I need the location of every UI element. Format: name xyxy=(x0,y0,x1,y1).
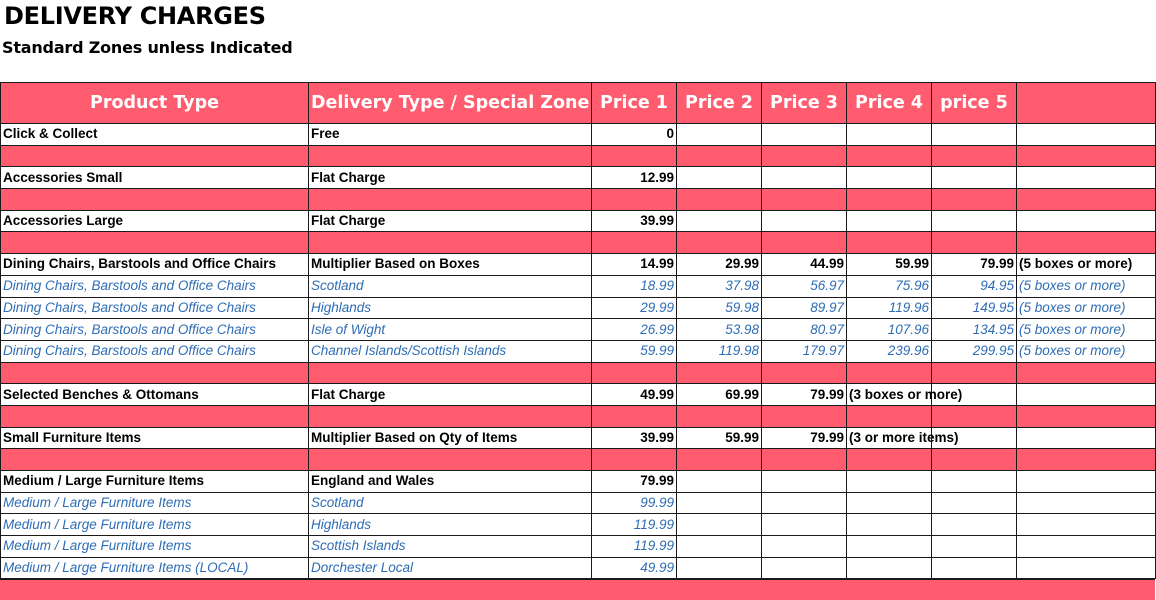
separator-cell xyxy=(592,405,677,427)
separator-cell xyxy=(932,362,1017,384)
separator-cell xyxy=(1,232,309,254)
product-cell: Dining Chairs, Barstools and Office Chairs xyxy=(1,319,309,341)
product-cell: Dining Chairs, Barstools and Office Chairs xyxy=(1,254,309,276)
header-product-type: Product Type xyxy=(1,83,309,124)
note-cell xyxy=(1017,557,1156,579)
header-price-5: price 5 xyxy=(932,83,1017,124)
price-4-cell: 59.99 xyxy=(847,254,932,276)
price-4-cell: 119.96 xyxy=(847,297,932,319)
separator-cell xyxy=(677,189,762,211)
table-row xyxy=(1,340,1156,362)
note-cell xyxy=(1017,536,1156,558)
price-1-cell: 79.99 xyxy=(592,471,677,493)
price-2-cell xyxy=(677,167,762,189)
separator-row xyxy=(1,232,1156,254)
note-cell xyxy=(1017,384,1156,406)
price-3-cell: 79.99 xyxy=(762,427,847,449)
separator-cell xyxy=(1,405,309,427)
separator-cell xyxy=(847,232,932,254)
price-3-cell xyxy=(762,536,847,558)
separator-cell xyxy=(1017,189,1156,211)
product-cell: Medium / Large Furniture Items xyxy=(1,471,309,493)
header-notes xyxy=(1017,83,1156,124)
price-2-cell: 37.98 xyxy=(677,275,762,297)
delivery-cell: Flat Charge xyxy=(309,210,592,232)
delivery-cell: Multiplier Based on Boxes xyxy=(309,254,592,276)
price-5-cell xyxy=(932,167,1017,189)
separator-cell xyxy=(677,145,762,167)
note-cell xyxy=(1017,427,1156,449)
product-cell: Selected Benches & Ottomans xyxy=(1,384,309,406)
product-cell: Accessories Large xyxy=(1,210,309,232)
price-1-cell: 39.99 xyxy=(592,427,677,449)
price-2-cell: 53.98 xyxy=(677,319,762,341)
delivery-cell: England and Wales xyxy=(309,471,592,493)
price-3-cell xyxy=(762,557,847,579)
separator-cell xyxy=(1,189,309,211)
product-cell: Dining Chairs, Barstools and Office Chairs xyxy=(1,297,309,319)
note-cell xyxy=(1017,167,1156,189)
price-2-cell xyxy=(677,536,762,558)
product-cell: Click & Collect xyxy=(1,124,309,146)
price-3-cell xyxy=(762,124,847,146)
price-4-cell xyxy=(847,514,932,536)
price-3-cell: 79.99 xyxy=(762,384,847,406)
table-row xyxy=(1,254,1156,276)
separator-cell xyxy=(1,362,309,384)
price-4-cell: 239.96 xyxy=(847,340,932,362)
table-body xyxy=(1,124,1156,579)
separator-cell xyxy=(592,449,677,471)
separator-cell xyxy=(592,189,677,211)
price-3-cell: 44.99 xyxy=(762,254,847,276)
price-4-cell: 75.96 xyxy=(847,275,932,297)
price-2-cell xyxy=(677,471,762,493)
price-2-cell xyxy=(677,210,762,232)
delivery-cell: Flat Charge xyxy=(309,167,592,189)
separator-cell xyxy=(762,232,847,254)
price-1-cell: 59.99 xyxy=(592,340,677,362)
table-row xyxy=(1,124,1156,146)
price-1-cell: 99.99 xyxy=(592,492,677,514)
price-5-cell: 79.99 xyxy=(932,254,1017,276)
price-2-cell: 59.98 xyxy=(677,297,762,319)
price-1-cell: 49.99 xyxy=(592,384,677,406)
price-1-cell: 0 xyxy=(592,124,677,146)
page-subtitle: Standard Zones unless Indicated xyxy=(2,38,293,57)
separator-cell xyxy=(762,362,847,384)
price-5-cell xyxy=(932,514,1017,536)
price-1-cell: 26.99 xyxy=(592,319,677,341)
separator-cell xyxy=(1,449,309,471)
table-row xyxy=(1,471,1156,493)
separator-cell xyxy=(309,449,592,471)
separator-cell xyxy=(847,189,932,211)
table-row xyxy=(1,384,1156,406)
separator-cell xyxy=(1017,145,1156,167)
price-1-cell: 119.99 xyxy=(592,514,677,536)
price-5-cell xyxy=(932,492,1017,514)
separator-cell xyxy=(847,405,932,427)
price-4-cell: (3 boxes or more) xyxy=(847,384,932,406)
price-5-cell: 94.95 xyxy=(932,275,1017,297)
header-price-4: Price 4 xyxy=(847,83,932,124)
price-2-cell: 29.99 xyxy=(677,254,762,276)
note-cell xyxy=(1017,124,1156,146)
separator-cell xyxy=(677,405,762,427)
note-cell: (5 boxes or more) xyxy=(1017,275,1156,297)
separator-row xyxy=(1,145,1156,167)
separator-cell xyxy=(762,189,847,211)
table-row xyxy=(1,275,1156,297)
price-4-cell xyxy=(847,210,932,232)
product-cell: Medium / Large Furniture Items xyxy=(1,536,309,558)
note-cell: (5 boxes or more) xyxy=(1017,340,1156,362)
price-2-cell xyxy=(677,124,762,146)
separator-row xyxy=(1,362,1156,384)
product-cell: Medium / Large Furniture Items (LOCAL) xyxy=(1,557,309,579)
separator-cell xyxy=(592,362,677,384)
note-cell: (5 boxes or more) xyxy=(1017,254,1156,276)
price-2-cell: 59.99 xyxy=(677,427,762,449)
separator-cell xyxy=(932,145,1017,167)
price-5-cell xyxy=(932,210,1017,232)
header-price-2: Price 2 xyxy=(677,83,762,124)
table-row xyxy=(1,210,1156,232)
price-3-cell: 80.97 xyxy=(762,319,847,341)
separator-cell xyxy=(762,145,847,167)
delivery-cell: Channel Islands/Scottish Islands xyxy=(309,340,592,362)
product-cell: Small Furniture Items xyxy=(1,427,309,449)
price-3-cell xyxy=(762,471,847,493)
separator-cell xyxy=(932,189,1017,211)
price-5-cell: 134.95 xyxy=(932,319,1017,341)
table-row xyxy=(1,514,1156,536)
separator-cell xyxy=(847,449,932,471)
separator-cell xyxy=(309,145,592,167)
price-2-cell xyxy=(677,514,762,536)
price-3-cell: 56.97 xyxy=(762,275,847,297)
table-row xyxy=(1,557,1156,579)
price-1-cell: 119.99 xyxy=(592,536,677,558)
product-cell: Dining Chairs, Barstools and Office Chairs xyxy=(1,275,309,297)
price-4-cell: (3 or more items) xyxy=(847,427,932,449)
price-5-cell xyxy=(932,536,1017,558)
delivery-cell: Flat Charge xyxy=(309,384,592,406)
price-2-cell: 119.98 xyxy=(677,340,762,362)
note-cell xyxy=(1017,471,1156,493)
price-1-cell: 49.99 xyxy=(592,557,677,579)
separator-cell xyxy=(309,189,592,211)
separator-row xyxy=(1,449,1156,471)
header-delivery-type: Delivery Type / Special Zone xyxy=(309,83,592,124)
delivery-cell: Scottish Islands xyxy=(309,536,592,558)
price-4-cell xyxy=(847,167,932,189)
product-cell: Medium / Large Furniture Items xyxy=(1,492,309,514)
price-2-cell xyxy=(677,492,762,514)
separator-cell xyxy=(309,405,592,427)
page-title: DELIVERY CHARGES xyxy=(4,2,266,30)
price-4-cell xyxy=(847,124,932,146)
separator-cell xyxy=(1017,232,1156,254)
separator-cell xyxy=(309,362,592,384)
delivery-cell: Isle of Wight xyxy=(309,319,592,341)
separator-cell xyxy=(592,232,677,254)
separator-cell xyxy=(932,405,1017,427)
price-3-cell: 89.97 xyxy=(762,297,847,319)
separator-cell xyxy=(592,145,677,167)
price-4-cell xyxy=(847,557,932,579)
price-1-cell: 14.99 xyxy=(592,254,677,276)
separator-cell xyxy=(847,145,932,167)
separator-cell xyxy=(762,405,847,427)
price-1-cell: 18.99 xyxy=(592,275,677,297)
header-price-3: Price 3 xyxy=(762,83,847,124)
table-end-band xyxy=(0,579,1155,600)
product-cell: Dining Chairs, Barstools and Office Chairs xyxy=(1,340,309,362)
price-5-cell: 299.95 xyxy=(932,340,1017,362)
table-row xyxy=(1,427,1156,449)
price-3-cell: 179.97 xyxy=(762,340,847,362)
delivery-cell: Multiplier Based on Qty of Items xyxy=(309,427,592,449)
header-row xyxy=(1,83,1156,124)
separator-cell xyxy=(677,362,762,384)
price-5-cell xyxy=(932,124,1017,146)
price-3-cell xyxy=(762,210,847,232)
delivery-cell: Scotland xyxy=(309,492,592,514)
separator-cell xyxy=(677,449,762,471)
separator-cell xyxy=(1,145,309,167)
price-1-cell: 12.99 xyxy=(592,167,677,189)
product-cell: Accessories Small xyxy=(1,167,309,189)
price-1-cell: 39.99 xyxy=(592,210,677,232)
separator-cell xyxy=(932,232,1017,254)
price-4-cell: 107.96 xyxy=(847,319,932,341)
note-cell: (5 boxes or more) xyxy=(1017,319,1156,341)
separator-cell xyxy=(762,449,847,471)
separator-cell xyxy=(1017,449,1156,471)
price-5-cell: 149.95 xyxy=(932,297,1017,319)
separator-cell xyxy=(847,362,932,384)
price-3-cell xyxy=(762,514,847,536)
delivery-cell: Dorchester Local xyxy=(309,557,592,579)
price-3-cell xyxy=(762,167,847,189)
note-cell xyxy=(1017,210,1156,232)
note-cell xyxy=(1017,514,1156,536)
price-3-cell xyxy=(762,492,847,514)
note-cell: (5 boxes or more) xyxy=(1017,297,1156,319)
header-price-1: Price 1 xyxy=(592,83,677,124)
price-4-cell xyxy=(847,471,932,493)
table-row xyxy=(1,297,1156,319)
price-2-cell: 69.99 xyxy=(677,384,762,406)
separator-cell xyxy=(677,232,762,254)
table-row xyxy=(1,536,1156,558)
delivery-charges-table xyxy=(0,82,1156,579)
delivery-cell: Scotland xyxy=(309,275,592,297)
table-row xyxy=(1,492,1156,514)
table-row xyxy=(1,319,1156,341)
price-1-cell: 29.99 xyxy=(592,297,677,319)
price-2-cell xyxy=(677,557,762,579)
price-5-cell xyxy=(932,471,1017,493)
separator-cell xyxy=(1017,405,1156,427)
separator-row xyxy=(1,405,1156,427)
price-4-cell xyxy=(847,536,932,558)
note-cell xyxy=(1017,492,1156,514)
separator-row xyxy=(1,189,1156,211)
separator-cell xyxy=(309,232,592,254)
delivery-cell: Highlands xyxy=(309,514,592,536)
price-5-cell xyxy=(932,557,1017,579)
price-4-cell xyxy=(847,492,932,514)
delivery-cell: Free xyxy=(309,124,592,146)
separator-cell xyxy=(1017,362,1156,384)
separator-cell xyxy=(932,449,1017,471)
product-cell: Medium / Large Furniture Items xyxy=(1,514,309,536)
delivery-cell: Highlands xyxy=(309,297,592,319)
table-row xyxy=(1,167,1156,189)
